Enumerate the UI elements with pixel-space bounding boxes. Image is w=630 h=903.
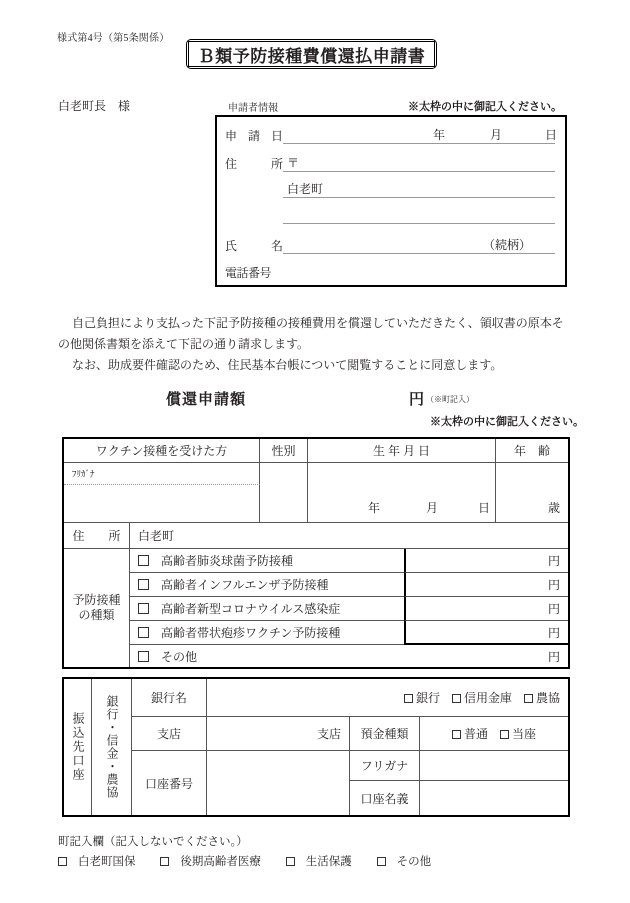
year-unit: 年	[433, 128, 446, 142]
gender-field[interactable]	[260, 463, 308, 523]
vaccine-option-row[interactable]	[130, 597, 404, 621]
day-unit: 日	[545, 128, 558, 142]
vaccine-option-label: 高齢者肺炎球菌予防接種	[161, 554, 294, 568]
furigana-field[interactable]	[64, 463, 260, 485]
header-age: 年 齢	[496, 439, 568, 463]
address-extra-input[interactable]	[283, 203, 555, 224]
checkbox-icon[interactable]	[404, 694, 413, 703]
account-holder-field[interactable]	[420, 781, 568, 815]
address-label-spacer-2	[217, 222, 283, 224]
checkbox-icon[interactable]	[138, 555, 149, 566]
deposit-type-option-toza[interactable]: 当座	[500, 725, 536, 742]
branch-name-field[interactable]	[207, 717, 350, 751]
vaccine-option-row[interactable]	[130, 645, 404, 667]
form-number: 様式第4号（第5条関係）	[57, 33, 170, 44]
bank-account-table	[62, 677, 570, 817]
postal-code-input[interactable]	[283, 151, 555, 172]
furigana-label: ﾌﾘｶﾞﾅ	[72, 469, 95, 479]
vaccine-option-label: 高齢者インフルエンザ予防接種	[161, 578, 329, 592]
birthdate-field[interactable]	[308, 463, 496, 523]
birth-day-unit: 日	[478, 501, 491, 515]
institution-type-label: 銀行・信金・農協	[92, 679, 132, 815]
bank-type-option-shinkin[interactable]: 信用金庫	[452, 689, 512, 706]
account-number-label: 口座番号	[132, 751, 207, 815]
branch-suffix: 支店	[316, 727, 341, 741]
yen-unit: 円	[547, 554, 560, 568]
address-row-town	[217, 177, 565, 198]
account-furigana-field[interactable]	[420, 751, 568, 781]
checkbox-icon[interactable]	[160, 857, 169, 866]
postal-mark-icon: 〒	[287, 156, 300, 170]
checkbox-icon[interactable]	[500, 730, 509, 739]
town-option-koki[interactable]: 後期高齢者医療	[160, 856, 272, 868]
yen-unit: 円	[409, 392, 425, 408]
checkbox-icon[interactable]	[58, 857, 67, 866]
header-birthdate: 生 年 月 日	[308, 439, 496, 463]
phone-label: 電話番号	[225, 266, 272, 280]
applicant-info-box	[215, 115, 567, 287]
header-recipient-name: ワクチン接種を受けた方	[64, 439, 260, 463]
recipient-name-field[interactable]	[64, 485, 260, 523]
age-field[interactable]	[496, 463, 568, 523]
checkbox-icon[interactable]	[452, 730, 461, 739]
relation-note: （続柄）	[483, 238, 532, 252]
applicant-info-caption: 申請者情報	[228, 103, 278, 114]
address-row-postal	[217, 151, 565, 172]
page-title: Ｂ類予防接種費償還払申請書	[188, 41, 435, 67]
body-text	[58, 313, 572, 376]
checkbox-icon[interactable]	[138, 603, 149, 614]
vaccine-type-label: 予防接種 の種類	[64, 549, 130, 667]
checkbox-icon[interactable]	[377, 857, 386, 866]
address-town-prefix: 白老町	[287, 182, 324, 196]
vaccine-option-row[interactable]	[130, 573, 404, 597]
bold-frame-note-middle: ※太枠の中に御記入ください。	[430, 416, 584, 428]
bank-type-option-bank[interactable]: 銀行	[404, 689, 440, 706]
yen-unit: 円	[547, 625, 560, 640]
vaccine-option-label: その他	[161, 649, 198, 664]
bank-name-label: 銀行名	[132, 679, 207, 717]
recipient-address-prefix: 白老町	[138, 529, 175, 543]
phone-row	[217, 261, 565, 281]
age-unit: 歳	[547, 501, 560, 515]
vaccine-amount-field[interactable]	[404, 597, 568, 621]
town-use-options	[58, 852, 453, 872]
refund-amount-yen	[409, 388, 474, 409]
bold-frame-note-top: ※太枠の中に御記入ください。	[408, 101, 562, 113]
address-label-spacer	[217, 196, 283, 198]
yen-unit: 円	[547, 649, 560, 664]
vaccine-option-label: 高齢者帯状疱疹ワクチン予防接種	[161, 626, 341, 640]
town-use-title: 町記入欄（記入しないでください。）	[58, 836, 248, 848]
address-label: 住 所	[225, 157, 283, 171]
name-row	[217, 233, 565, 254]
application-date-label: 申 請 日	[225, 129, 283, 143]
branch-label: 支店	[132, 717, 207, 751]
application-date-input[interactable]	[283, 123, 558, 144]
birth-month-unit: 月	[426, 501, 439, 515]
application-date-row	[217, 123, 565, 144]
checkbox-icon[interactable]	[138, 651, 149, 662]
form-title-box	[186, 39, 437, 69]
address-row-extra	[217, 203, 565, 224]
vaccine-amount-field[interactable]	[404, 645, 568, 667]
address-town-input[interactable]	[283, 177, 555, 198]
vaccine-amount-field[interactable]	[404, 573, 568, 597]
vaccine-amount-field[interactable]	[404, 621, 568, 645]
addressee: 白老町長 様	[58, 99, 131, 113]
month-unit: 月	[490, 128, 503, 142]
checkbox-icon[interactable]	[138, 627, 149, 638]
yen-unit: 円	[547, 578, 560, 592]
checkbox-icon[interactable]	[524, 694, 533, 703]
name-input[interactable]	[283, 233, 555, 254]
checkbox-icon[interactable]	[452, 694, 461, 703]
vaccine-option-row[interactable]	[130, 549, 404, 573]
body-paragraph-2: なお、助成要件確認のため、住民基本台帳について閲覧することに同意します。	[72, 358, 503, 372]
phone-input[interactable]	[283, 261, 555, 281]
checkbox-icon[interactable]	[138, 579, 149, 590]
town-option-seikatsu[interactable]: 生活保護	[286, 856, 363, 868]
body-paragraph-1: 自己負担により支払った下記予防接種の接種費用を償還していただきたく、領収書の原本その他関係書類を添えて下記の通り請求します。	[58, 316, 564, 351]
vaccine-amount-field[interactable]	[404, 549, 568, 573]
account-number-field[interactable]	[207, 751, 350, 815]
header-gender: 性別	[260, 439, 308, 463]
bank-name-field[interactable]	[207, 679, 568, 717]
deposit-type-field[interactable]	[420, 717, 568, 751]
town-fill-note: （※町記入）	[426, 395, 475, 404]
address-row-label: 住 所	[64, 523, 130, 549]
birth-year-unit: 年	[368, 501, 381, 515]
vaccine-option-row[interactable]	[130, 621, 404, 645]
yen-unit: 円	[547, 602, 560, 616]
refund-amount-label: 償還申請額	[166, 392, 247, 408]
town-option-other[interactable]: その他	[377, 856, 443, 868]
bank-type-option-nokyo[interactable]: 農協	[524, 689, 560, 706]
vaccination-table	[62, 437, 570, 669]
deposit-type-option-futsu[interactable]: 普通	[452, 725, 488, 742]
town-option-kokuho[interactable]: 白老町国保	[58, 856, 147, 868]
vaccine-option-label: 高齢者新型コロナウイルス感染症	[161, 602, 341, 616]
checkbox-icon[interactable]	[286, 857, 295, 866]
deposit-type-label: 預金種類	[350, 717, 420, 751]
recipient-address-field[interactable]	[130, 523, 568, 549]
transfer-destination-label: 振込先口座	[64, 679, 92, 815]
name-label: 氏 名	[225, 239, 283, 253]
account-furigana-label: フリガナ	[350, 751, 420, 781]
town-use-section	[58, 832, 453, 872]
account-holder-label: 口座名義	[350, 781, 420, 815]
